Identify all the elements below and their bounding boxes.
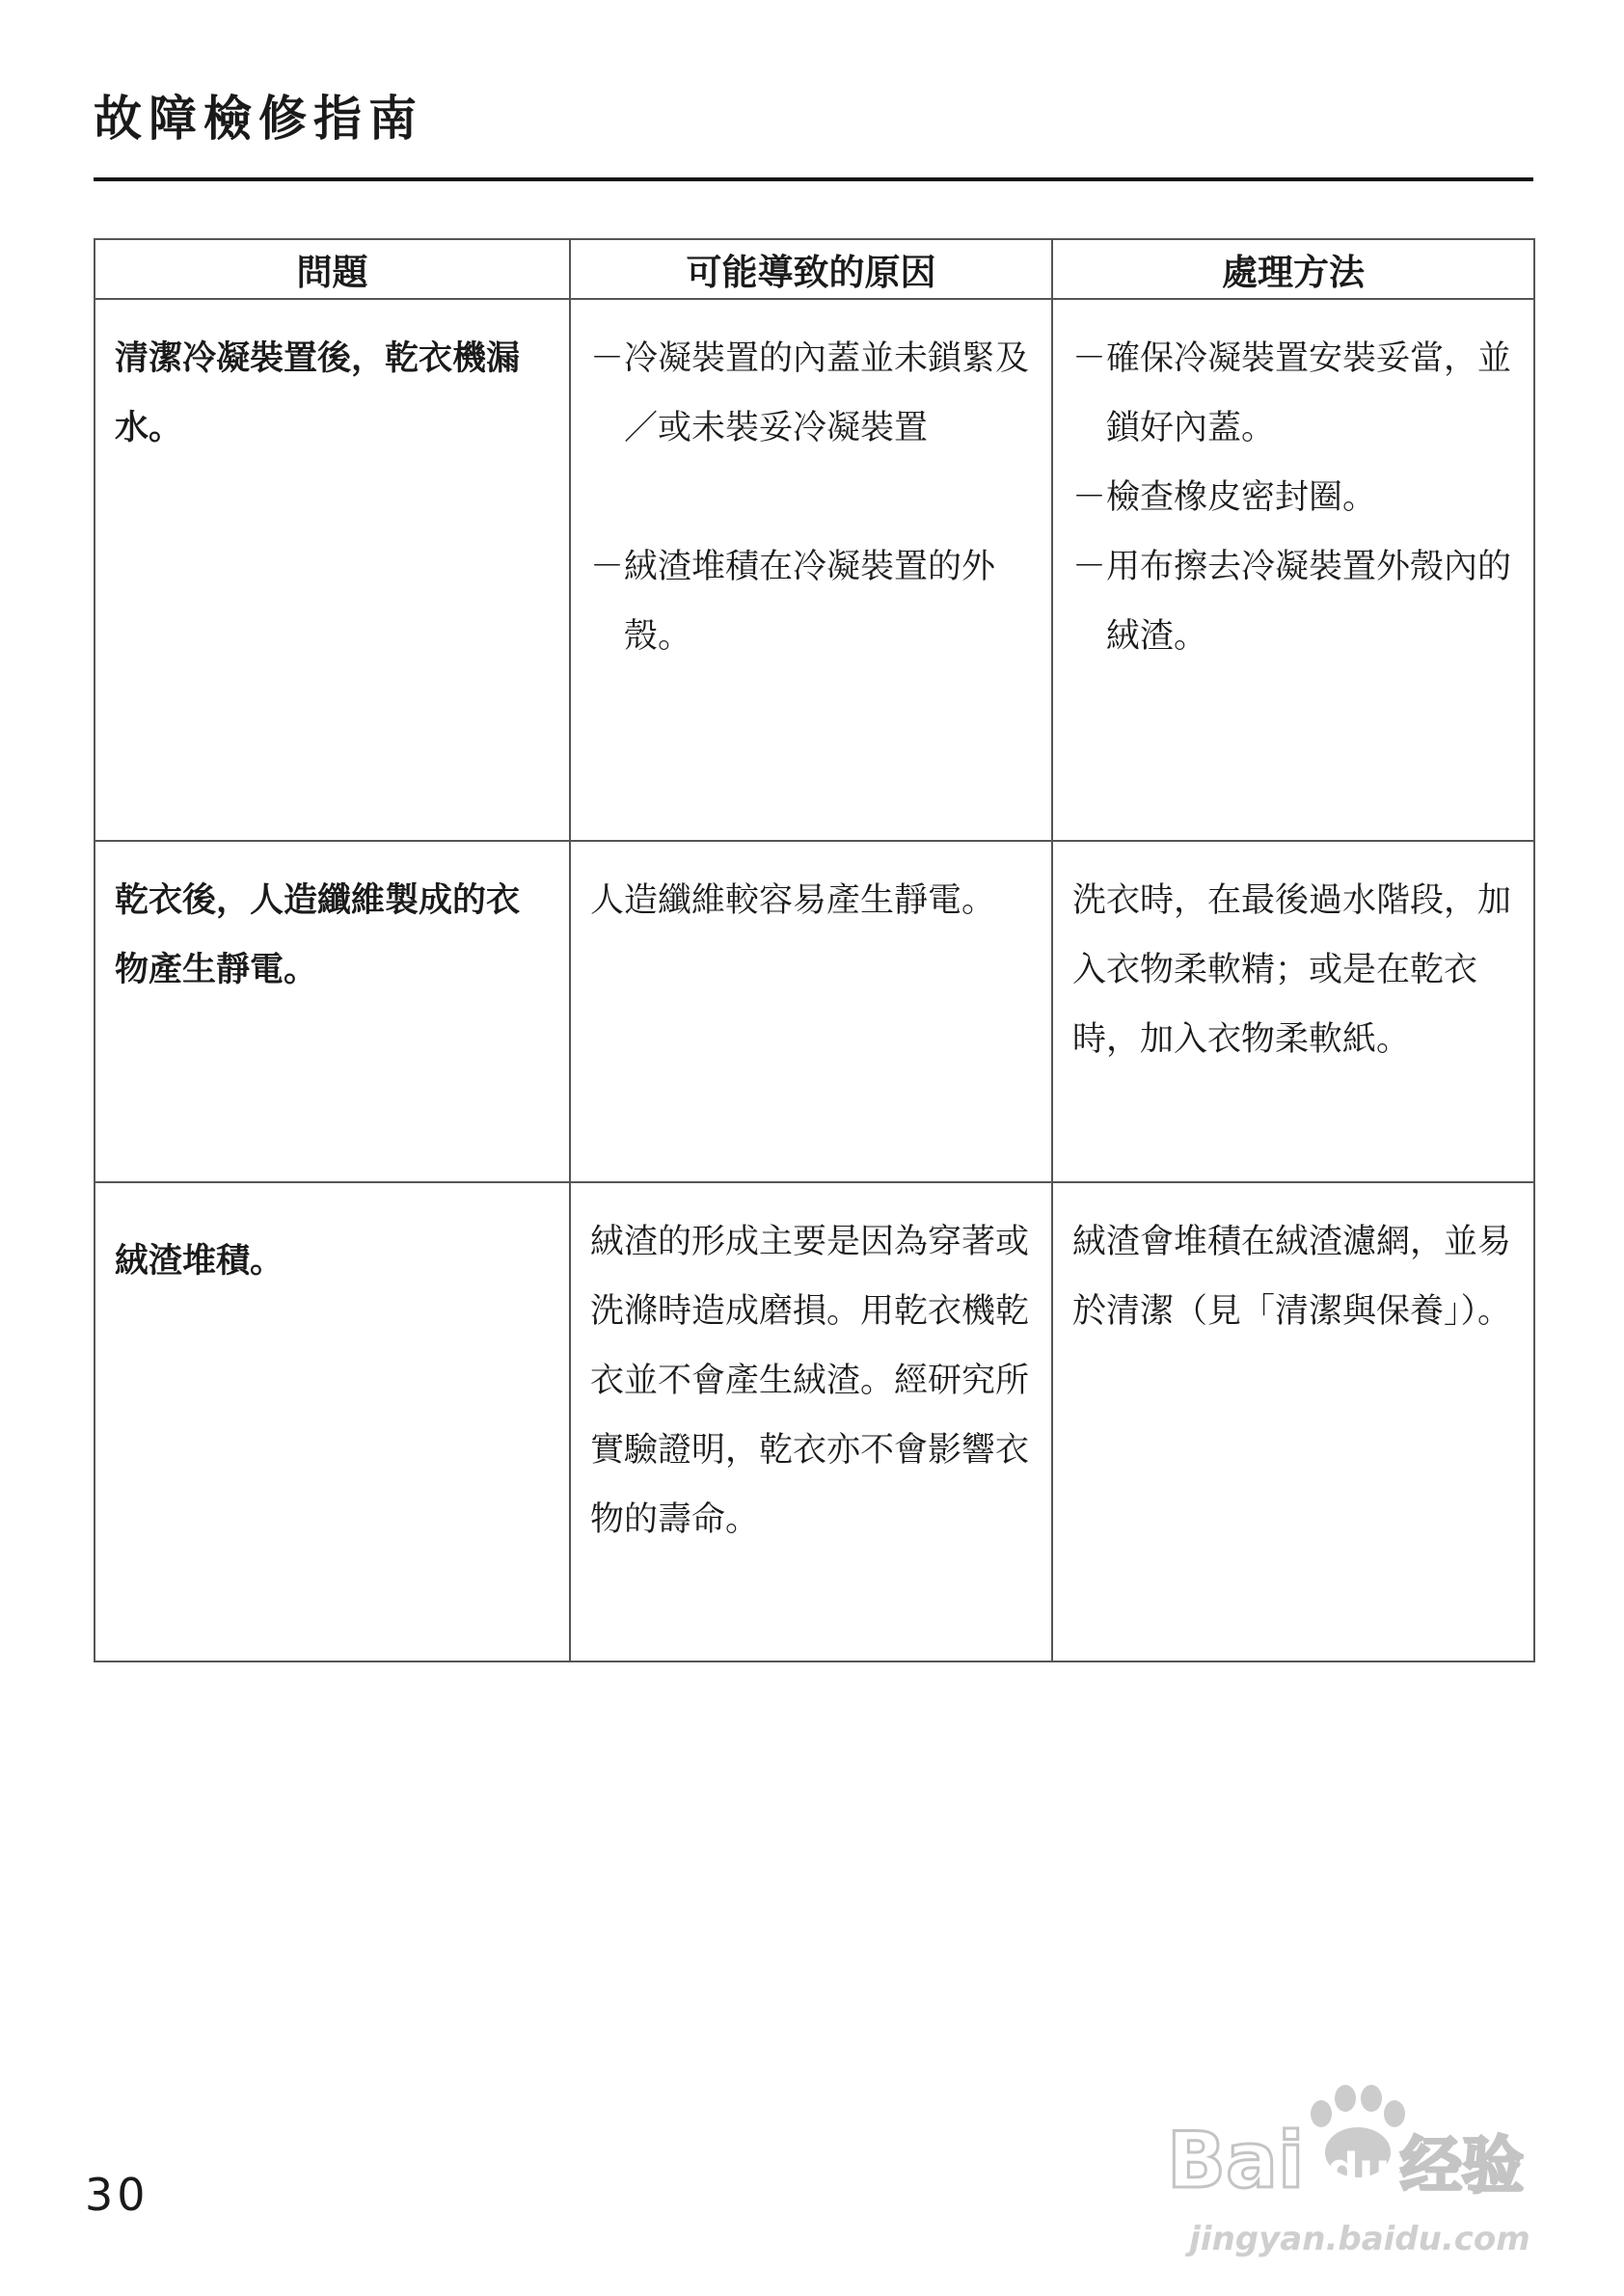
solution-cell [1052,1182,1534,1661]
table-row [95,299,1534,841]
solution-text: 洗衣時，在最後過水階段，加入衣物柔軟精；或是在乾衣時，加入衣物柔軟紙。 [1072,881,1512,1059]
solution-cell [1052,841,1534,1182]
problem-cell [95,841,570,1182]
svg-text:Bai: Bai [1167,2116,1305,2205]
cause-cell [570,299,1052,841]
cause-item: －絨渣堆積在冷凝裝置的外殼。 [590,548,996,656]
column-header-solution: 處理方法 [1052,239,1534,299]
baidu-watermark [1167,2073,1553,2266]
problem-text: 清潔冷凝裝置後，乾衣機漏水。 [115,339,521,447]
page-number: 30 [85,2169,149,2221]
solution-item: －確保冷凝裝置安裝妥當，並鎖好內蓋。 [1072,339,1512,447]
cause-cell [570,1182,1052,1661]
cause-item: －冷凝裝置的內蓋並未鎖緊及／或未裝妥冷凝裝置 [590,339,1030,447]
svg-text:du: du [1327,2144,1391,2196]
troubleshooting-table [94,238,1535,1662]
svg-text:经验: 经验 [1400,2131,1524,2202]
table-row [95,1182,1534,1661]
solution-text: 絨渣會堆積在絨渣濾網，並易於清潔（見「清潔與保養」）。 [1072,1223,1512,1331]
table-row [95,841,1534,1182]
title-divider [94,177,1533,181]
problem-text: 乾衣後，人造纖維製成的衣物產生靜電。 [115,881,521,989]
solution-cell [1052,299,1534,841]
solution-item: －用布擦去冷凝裝置外殼內的絨渣。 [1072,548,1512,656]
solution-item: －檢查橡皮密封圈。 [1072,478,1377,517]
cause-cell [570,841,1052,1182]
problem-text: 絨渣堆積。 [115,1242,284,1281]
table-header-row [95,239,1534,299]
watermark-url: jingyan.baidu.com [1189,2220,1530,2258]
cause-text: 絨渣的形成主要是因為穿著或洗滌時造成磨損。用乾衣機乾衣並不會產生絨渣。經研究所實驗證明，乾衣亦不會影響衣物的壽命。 [590,1223,1030,1539]
problem-cell [95,1182,570,1661]
column-header-cause: 可能導致的原因 [570,239,1052,299]
cause-text: 人造纖維較容易產生靜電。 [590,881,996,920]
column-header-problem: 問題 [95,239,570,299]
page-title: 故障檢修指南 [94,91,423,147]
baidu-jingyan-logo [1167,2073,1553,2218]
problem-cell [95,299,570,841]
